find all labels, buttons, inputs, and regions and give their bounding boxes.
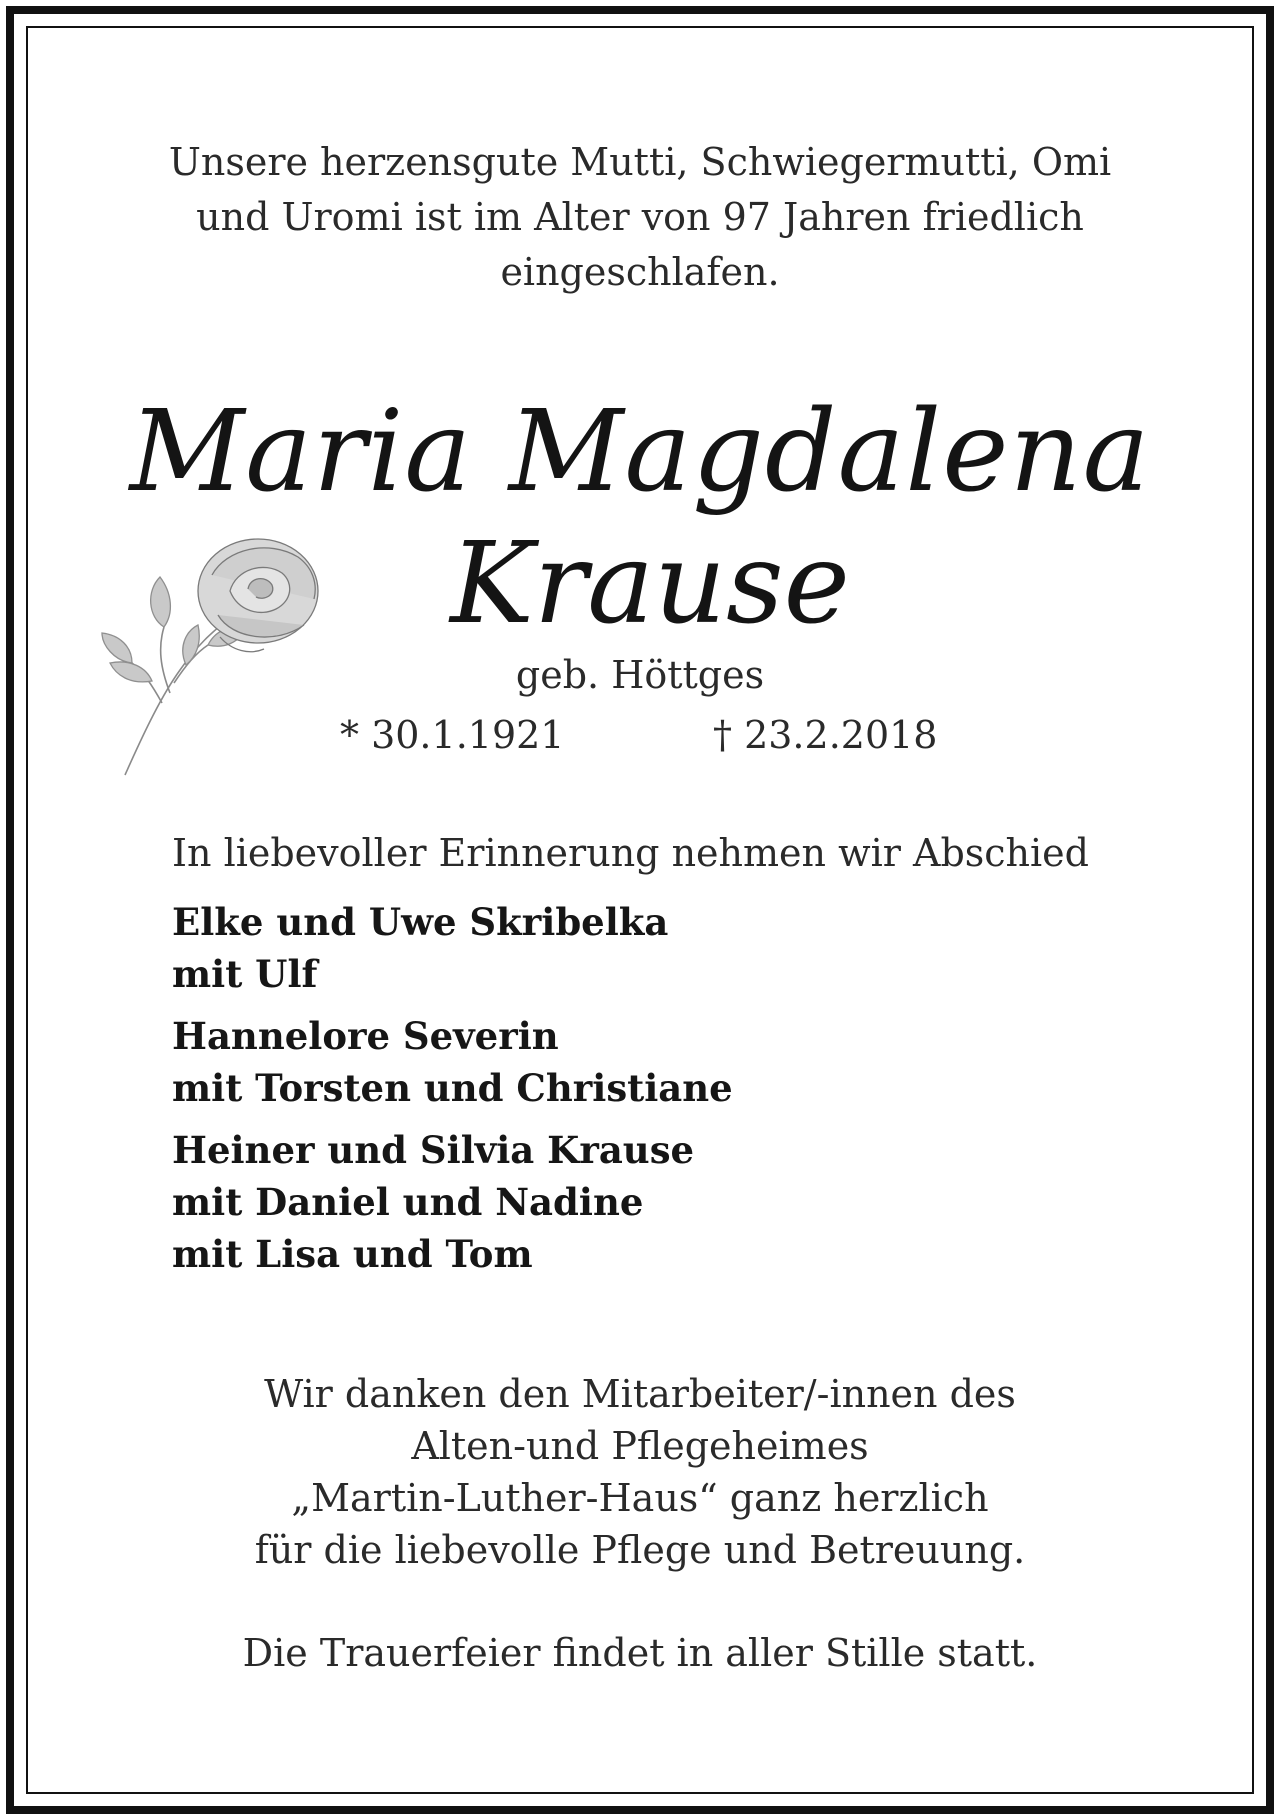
mourner-line: Elke und Uwe Skribelka (172, 900, 669, 944)
thanks-line: „Martin-Luther-Haus“ ganz herzlich (291, 1476, 989, 1520)
thanks-line: Alten-und Pflegeheimes (411, 1424, 869, 1468)
mourner-line: mit Ulf (172, 952, 318, 996)
mourner-line: mit Daniel und Nadine (172, 1180, 644, 1224)
intro-line: Unsere herzensgute Mutti, Schwiegermutti, Omi (168, 140, 1112, 184)
deceased-last-name: Krause (450, 519, 850, 649)
mourners-list (172, 896, 733, 1290)
birth-date: * 30.1.1921 (340, 713, 565, 757)
mourner-line: mit Lisa und Tom (172, 1232, 533, 1276)
thanks-line: für die liebevolle Pflege und Betreuung. (254, 1528, 1026, 1572)
birth-name: geb. Höttges (515, 653, 765, 697)
ceremony-note: Die Trauerfeier findet in aller Stille statt. (242, 1631, 1038, 1675)
mourner-group (172, 896, 733, 1000)
mourner-line: mit Torsten und Christiane (172, 1066, 733, 1110)
intro-line: und Uromi ist im Alter von 97 Jahren friedlich (196, 195, 1084, 239)
farewell-text: In liebevoller Erinnerung nehmen wir Abschied (172, 831, 1089, 875)
death-date: † 23.2.2018 (713, 713, 938, 757)
intro-text (0, 135, 1280, 300)
thanks-line: Wir danken den Mitarbeiter/-innen des (264, 1372, 1016, 1416)
mourner-group (172, 1124, 733, 1280)
mourner-group (172, 1010, 733, 1114)
mourner-line: Hannelore Severin (172, 1014, 559, 1058)
deceased-first-names: Maria Magdalena (129, 387, 1151, 517)
mourner-line: Heiner und Silvia Krause (172, 1128, 695, 1172)
thanks-text (0, 1368, 1280, 1576)
intro-line: eingeschlafen. (500, 250, 780, 294)
